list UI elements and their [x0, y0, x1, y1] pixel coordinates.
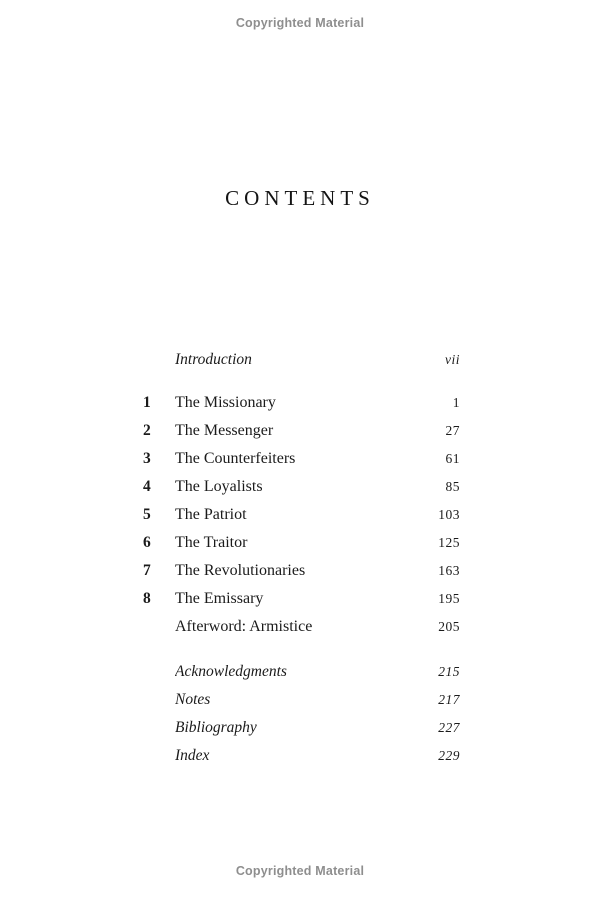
toc-back-matter [140, 658, 460, 770]
entry-title: The Counterfeiters [175, 450, 296, 467]
toc-chapter-list [140, 389, 460, 641]
entry-page-number: 195 [438, 591, 460, 606]
chapter-number: 3 [143, 450, 151, 467]
entry-title: The Traitor [175, 534, 248, 551]
chapter-number: 4 [143, 478, 151, 495]
toc-row-chapter [140, 473, 460, 501]
toc-row-back-matter [140, 658, 460, 686]
toc-row-chapter [140, 445, 460, 473]
chapter-number: 6 [143, 534, 151, 551]
toc-row-back-matter [140, 686, 460, 714]
chapter-number: 7 [143, 562, 151, 579]
entry-page-number: vii [445, 352, 460, 367]
entry-title: The Missionary [175, 394, 276, 411]
entry-title: The Emissary [175, 590, 264, 607]
entry-page-number: 85 [445, 479, 460, 494]
chapter-number: 8 [143, 590, 151, 607]
entry-page-number: 215 [438, 664, 460, 679]
toc-row-chapter [140, 529, 460, 557]
entry-page-number: 61 [445, 451, 460, 466]
toc-row-chapter [140, 417, 460, 445]
contents-heading: CONTENTS [225, 186, 375, 210]
entry-title: Notes [175, 691, 211, 708]
entry-page-number: 205 [438, 619, 460, 634]
entry-page-number: 229 [438, 748, 460, 763]
entry-page-number: 1 [452, 395, 460, 410]
toc-row-chapter [140, 557, 460, 585]
copyrighted-material-bottom-label: Copyrighted Material [235, 864, 365, 878]
toc-row-chapter [140, 585, 460, 613]
toc-row-back-matter [140, 714, 460, 742]
chapter-number: 2 [143, 422, 151, 439]
entry-title: The Patriot [175, 506, 247, 523]
toc-row-front-matter [140, 348, 460, 372]
entry-title: Acknowledgments [175, 663, 287, 680]
toc-row-chapter [140, 389, 460, 417]
copyrighted-material-top-label: Copyrighted Material [235, 16, 365, 30]
entry-title: Afterword: Armistice [175, 618, 313, 635]
entry-page-number: 227 [438, 720, 460, 735]
entry-title: The Loyalists [175, 478, 263, 495]
entry-title: The Revolutionaries [175, 562, 306, 579]
entry-title: Bibliography [175, 719, 257, 736]
entry-page-number: 103 [438, 507, 460, 522]
entry-page-number: 27 [445, 423, 460, 438]
toc-row-back-matter [140, 742, 460, 770]
entry-page-number: 125 [438, 535, 460, 550]
chapter-number: 5 [143, 506, 151, 523]
table-of-contents [140, 348, 460, 770]
toc-row-chapter [140, 501, 460, 529]
toc-front-matter [140, 348, 460, 372]
entry-title: Introduction [175, 351, 252, 368]
entry-page-number: 217 [438, 692, 460, 707]
entry-title: Index [175, 747, 210, 764]
entry-title: The Messenger [175, 422, 274, 439]
entry-page-number: 163 [438, 563, 460, 578]
chapter-number: 1 [143, 394, 151, 411]
toc-row-chapter [140, 613, 460, 641]
